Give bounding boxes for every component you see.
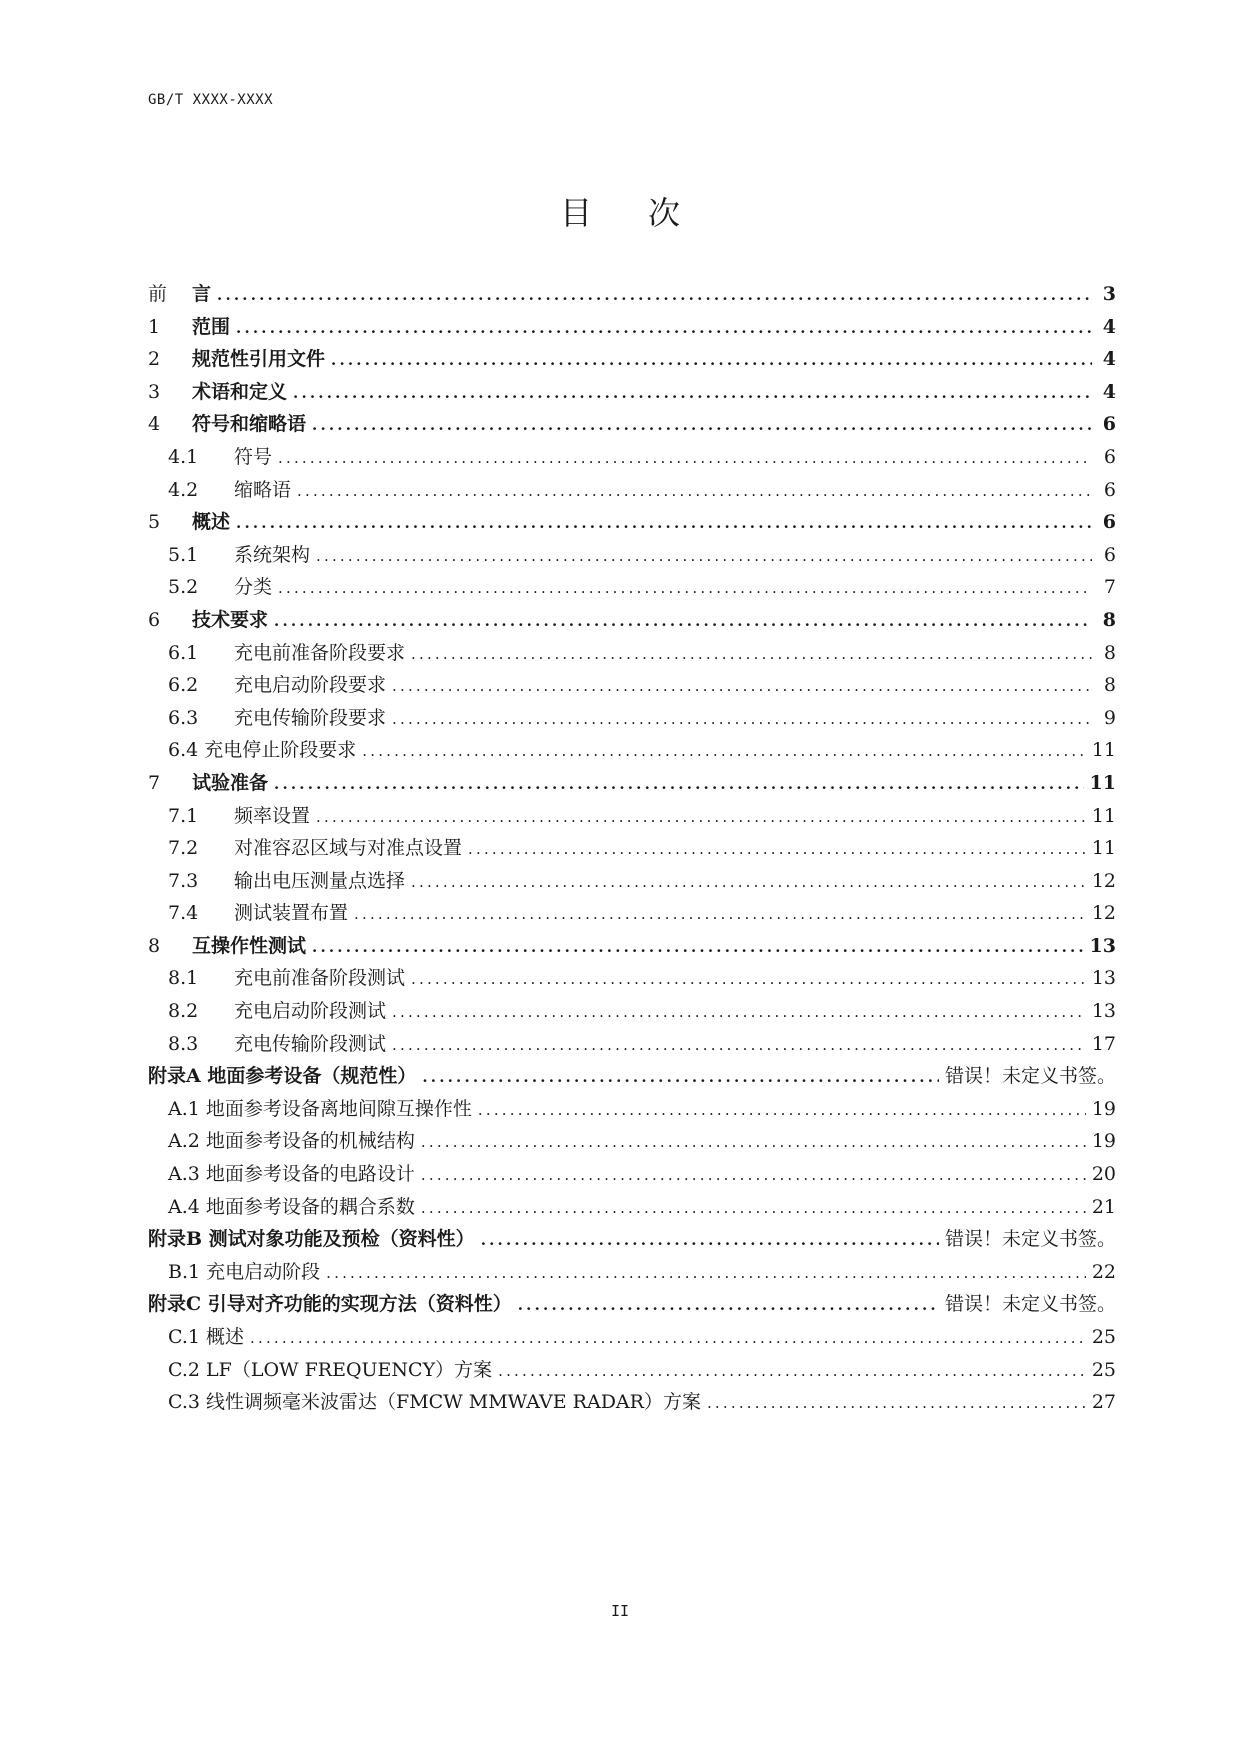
toc-entry-page: 27 (1091, 1391, 1116, 1414)
toc-entry-label: 附录C 引导对齐功能的实现方法（资料性） (148, 1293, 512, 1316)
page-number: II (610, 1602, 630, 1620)
toc-entry-label: C.2 LF（LOW FREQUENCY）方案 (168, 1358, 493, 1381)
toc-entry-page: 6 (1102, 511, 1116, 534)
dot-leader (411, 638, 1092, 671)
toc-entry-number: 7.4 (168, 902, 199, 925)
dot-leader (468, 833, 1086, 866)
toc-entry-page: 13 (1091, 1000, 1116, 1023)
toc-entry-number: 6 (148, 608, 161, 631)
dot-leader (498, 1355, 1086, 1388)
toc-entry-page: 4 (1102, 380, 1116, 403)
toc-entry[interactable] (148, 637, 1116, 670)
toc-entry[interactable] (148, 865, 1116, 898)
dot-leader (316, 801, 1086, 834)
toc-entry-number: 4 (148, 413, 161, 436)
toc-entry-label: C.1 概述 (168, 1326, 245, 1348)
toc-entry-label: 充电前准备阶段要求 (234, 641, 406, 664)
dot-leader (422, 1061, 939, 1094)
toc-entry-number: 8.1 (168, 967, 199, 990)
toc-entry[interactable] (148, 930, 1116, 963)
toc-entry[interactable] (148, 376, 1116, 409)
toc-entry[interactable] (148, 1354, 1116, 1387)
toc-entry-page: 19 (1091, 1097, 1116, 1120)
toc-entry-page: 8 (1103, 674, 1116, 697)
toc-entry-page: 17 (1091, 1032, 1116, 1055)
toc-entry-number: 4.1 (168, 445, 199, 468)
toc-entry-page: 6 (1103, 478, 1116, 501)
toc-entry[interactable] (148, 1386, 1116, 1419)
toc-entry[interactable] (148, 1158, 1116, 1191)
toc-entry[interactable] (148, 669, 1116, 702)
toc-entry-number: 6.1 (168, 641, 199, 664)
toc-entry-page: 22 (1091, 1260, 1116, 1283)
dot-leader (392, 1029, 1086, 1062)
toc-entry-label: 范围 (192, 315, 231, 338)
dot-leader (293, 377, 1092, 410)
dot-leader (316, 540, 1092, 573)
dot-leader (392, 996, 1086, 1029)
toc-entry-label: 充电前准备阶段测试 (234, 967, 406, 990)
toc-entry-page: 25 (1091, 1358, 1116, 1381)
toc-entry-label: 符号 (234, 445, 273, 468)
toc-entry-number: 8 (148, 934, 161, 957)
toc-entry-page: 11 (1091, 739, 1116, 762)
toc-entry-page: 错误！未定义书签。 (944, 1228, 1116, 1251)
toc-entry-label: 附录B 测试对象功能及预检（资料性） (148, 1228, 475, 1251)
toc-entry[interactable] (148, 1288, 1116, 1321)
toc-entry-page: 11 (1089, 771, 1116, 794)
toc-entry-number: 8.2 (168, 1000, 199, 1023)
toc-entry[interactable] (148, 408, 1116, 441)
dot-leader (411, 963, 1086, 996)
toc-entry-page: 6 (1102, 413, 1116, 436)
dot-leader (331, 344, 1092, 377)
toc-entry-page: 21 (1091, 1195, 1116, 1218)
toc-entry-page: 11 (1091, 804, 1116, 827)
dot-leader (274, 768, 1084, 801)
toc-entry-page: 7 (1103, 576, 1116, 599)
dot-leader (278, 572, 1092, 605)
toc-entry-label: 6.4 充电停止阶段要求 (168, 739, 357, 762)
toc-entry-number: 7.3 (168, 869, 199, 892)
toc-entry-label: 输出电压测量点选择 (234, 869, 406, 892)
toc-entry-label: 对准容忍区域与对准点设置 (234, 837, 463, 860)
toc-entry[interactable] (148, 897, 1116, 930)
document-code: GB/T XXXX-XXXX (148, 92, 274, 108)
toc-entry-number: 5.2 (168, 576, 199, 599)
toc-entry[interactable] (148, 962, 1116, 995)
table-of-contents (148, 278, 1116, 1419)
toc-entry[interactable] (148, 995, 1116, 1028)
toc-entry[interactable] (148, 1060, 1116, 1093)
toc-entry-label: 言 (192, 283, 212, 305)
dot-leader (236, 312, 1092, 345)
toc-entry-page: 4 (1102, 315, 1116, 338)
dot-leader (392, 670, 1092, 703)
toc-entry-page: 13 (1089, 934, 1116, 957)
toc-entry[interactable] (148, 1093, 1116, 1126)
toc-entry-page: 3 (1102, 283, 1116, 305)
toc-entry[interactable] (148, 800, 1116, 833)
toc-entry-number: 2 (148, 348, 161, 371)
dot-leader (312, 409, 1092, 442)
dot-leader (354, 898, 1086, 931)
dot-leader (707, 1387, 1086, 1420)
toc-entry[interactable] (148, 506, 1116, 539)
toc-entry-label: 技术要求 (192, 608, 269, 631)
toc-entry-number: 7 (148, 771, 161, 794)
toc-entry[interactable] (148, 1191, 1116, 1224)
toc-entry-page: 19 (1091, 1130, 1116, 1153)
toc-entry-page: 11 (1091, 837, 1116, 860)
dot-leader (392, 703, 1092, 736)
toc-entry-number: 7.1 (168, 804, 199, 827)
toc-entry[interactable] (148, 734, 1116, 767)
toc-entry-label: 术语和定义 (192, 380, 288, 403)
toc-entry-label: 概述 (192, 511, 231, 534)
toc-entry-page: 13 (1091, 967, 1116, 990)
dot-leader (421, 1126, 1086, 1159)
toc-entry[interactable] (148, 571, 1116, 604)
dot-leader (274, 605, 1092, 638)
dot-leader (421, 1192, 1086, 1225)
toc-entry-label: A.1 地面参考设备离地间隙互操作性 (168, 1097, 472, 1120)
toc-entry-label: B.1 充电启动阶段 (168, 1260, 321, 1283)
toc-entry-page: 9 (1103, 706, 1116, 729)
toc-entry-page: 错误！未定义书签。 (944, 1293, 1116, 1316)
toc-entry-number: 6.2 (168, 674, 199, 697)
toc-entry-label: 规范性引用文件 (192, 348, 326, 371)
toc-entry[interactable] (148, 1256, 1116, 1289)
toc-entry-number: 前 (148, 283, 168, 305)
toc-entry[interactable] (148, 832, 1116, 865)
toc-entry-page: 4 (1102, 348, 1116, 371)
page-title: 目次 (559, 194, 736, 232)
toc-entry-page: 8 (1102, 608, 1116, 631)
toc-entry-label: 充电传输阶段要求 (234, 706, 387, 729)
toc-entry-label: 分类 (234, 576, 273, 599)
toc-entry[interactable] (148, 1028, 1116, 1061)
toc-entry-number: 5 (148, 511, 161, 534)
toc-entry[interactable] (148, 1223, 1116, 1256)
dot-leader (250, 1322, 1086, 1355)
toc-entry-page: 20 (1091, 1163, 1116, 1186)
toc-entry[interactable] (148, 311, 1116, 344)
toc-entry-label: 频率设置 (234, 804, 311, 827)
toc-entry-label: 缩略语 (234, 478, 292, 501)
dot-leader (312, 931, 1084, 964)
toc-entry-label: A.2 地面参考设备的机械结构 (168, 1130, 415, 1153)
toc-entry-page: 25 (1091, 1326, 1116, 1348)
toc-entry-label: 充电启动阶段测试 (234, 1000, 387, 1023)
toc-entry-page: 12 (1091, 902, 1116, 925)
dot-leader (217, 279, 1092, 312)
dot-leader (278, 442, 1092, 475)
toc-entry[interactable] (148, 343, 1116, 376)
dot-leader (481, 1224, 939, 1257)
toc-entry-number: 3 (148, 380, 161, 403)
toc-entry-number: 6.3 (168, 706, 199, 729)
dot-leader (478, 1094, 1086, 1127)
toc-entry-label: A.4 地面参考设备的耦合系数 (168, 1195, 415, 1218)
toc-entry-page: 12 (1091, 869, 1116, 892)
toc-entry-page: 错误！未定义书签。 (944, 1065, 1116, 1088)
toc-entry-label: 充电传输阶段测试 (234, 1032, 387, 1055)
dot-leader (411, 866, 1086, 899)
toc-entry-page: 6 (1103, 543, 1116, 566)
toc-entry[interactable] (148, 604, 1116, 637)
toc-entry-label: 测试装置布置 (234, 902, 349, 925)
dot-leader (518, 1289, 939, 1322)
toc-entry[interactable] (148, 767, 1116, 800)
toc-entry-number: 1 (148, 315, 161, 338)
toc-entry-number: 7.2 (168, 837, 199, 860)
toc-entry[interactable] (148, 1125, 1116, 1158)
toc-entry-label: 系统架构 (234, 543, 311, 566)
toc-entry[interactable] (148, 278, 1116, 311)
toc-entry-number: 5.1 (168, 543, 199, 566)
toc-entry[interactable] (148, 702, 1116, 735)
toc-entry[interactable] (148, 441, 1116, 474)
toc-entry-label: 附录A 地面参考设备（规范性） (148, 1065, 417, 1088)
dot-leader (297, 475, 1092, 508)
dot-leader (362, 735, 1086, 768)
toc-entry-label: A.3 地面参考设备的电路设计 (168, 1163, 415, 1186)
toc-entry-label: 试验准备 (192, 771, 269, 794)
toc-entry-label: C.3 线性调频毫米波雷达（FMCW MMWAVE RADAR）方案 (168, 1391, 701, 1414)
toc-entry-label: 充电启动阶段要求 (234, 674, 387, 697)
dot-leader (326, 1257, 1086, 1290)
dot-leader (421, 1159, 1086, 1192)
toc-entry-page: 6 (1103, 445, 1116, 468)
toc-entry[interactable] (148, 539, 1116, 572)
dot-leader (236, 507, 1092, 540)
toc-entry-label: 符号和缩略语 (192, 413, 307, 436)
toc-entry[interactable] (148, 474, 1116, 507)
toc-entry-label: 互操作性测试 (192, 934, 307, 957)
toc-entry-page: 8 (1103, 641, 1116, 664)
toc-entry[interactable] (148, 1321, 1116, 1354)
toc-entry-number: 8.3 (168, 1032, 199, 1055)
toc-entry-number: 4.2 (168, 478, 199, 501)
